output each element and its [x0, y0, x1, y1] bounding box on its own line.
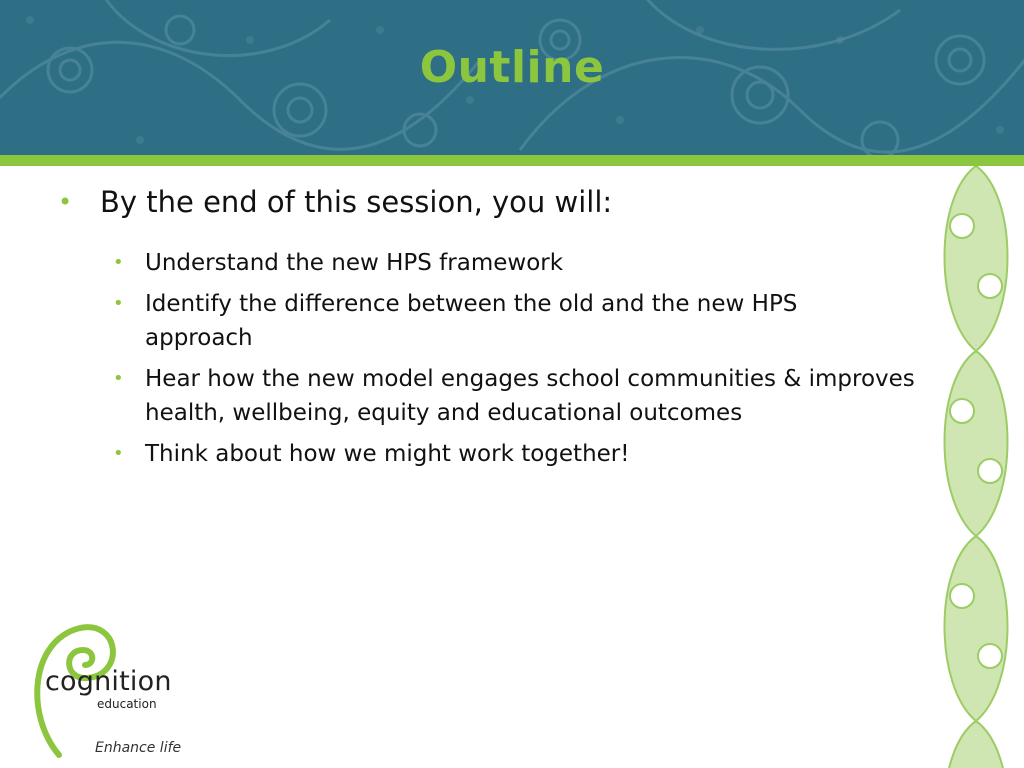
bullet-dot-icon: •	[113, 443, 124, 464]
logo-subtitle: education	[97, 697, 157, 711]
logo-tagline: Enhance life	[95, 740, 182, 756]
header-divider-bar	[0, 155, 1024, 166]
sub-bullet	[113, 287, 805, 355]
bullet-level1	[58, 180, 918, 224]
koru-side-border-decoration	[928, 166, 1024, 768]
bullet-dot-icon: •	[113, 252, 124, 273]
bullet-dot-icon: •	[58, 188, 73, 216]
sub-bullet-text: Hear how the new model engages school communities & improves health, wellbeing, equity and educational outcomes	[145, 366, 915, 426]
slide-title: Outline	[419, 42, 605, 93]
bullet-text: By the end of this session, you will:	[100, 185, 613, 219]
cognition-logo	[25, 620, 195, 765]
logo-name: cognition	[45, 666, 172, 697]
sub-bullet	[113, 437, 918, 471]
bullet-dot-icon: •	[113, 293, 124, 314]
sub-bullet	[113, 246, 918, 280]
sub-bullet-text: Understand the new HPS framework	[145, 250, 564, 276]
sub-bullet-text: Think about how we might work together!	[145, 441, 630, 467]
sub-bullet-text: Identify the difference between the old and the new HPS approach	[145, 291, 798, 351]
sub-bullet	[113, 362, 935, 430]
sub-bullet-list	[58, 246, 918, 471]
bullet-dot-icon: •	[113, 368, 124, 389]
slide-body	[58, 180, 918, 478]
